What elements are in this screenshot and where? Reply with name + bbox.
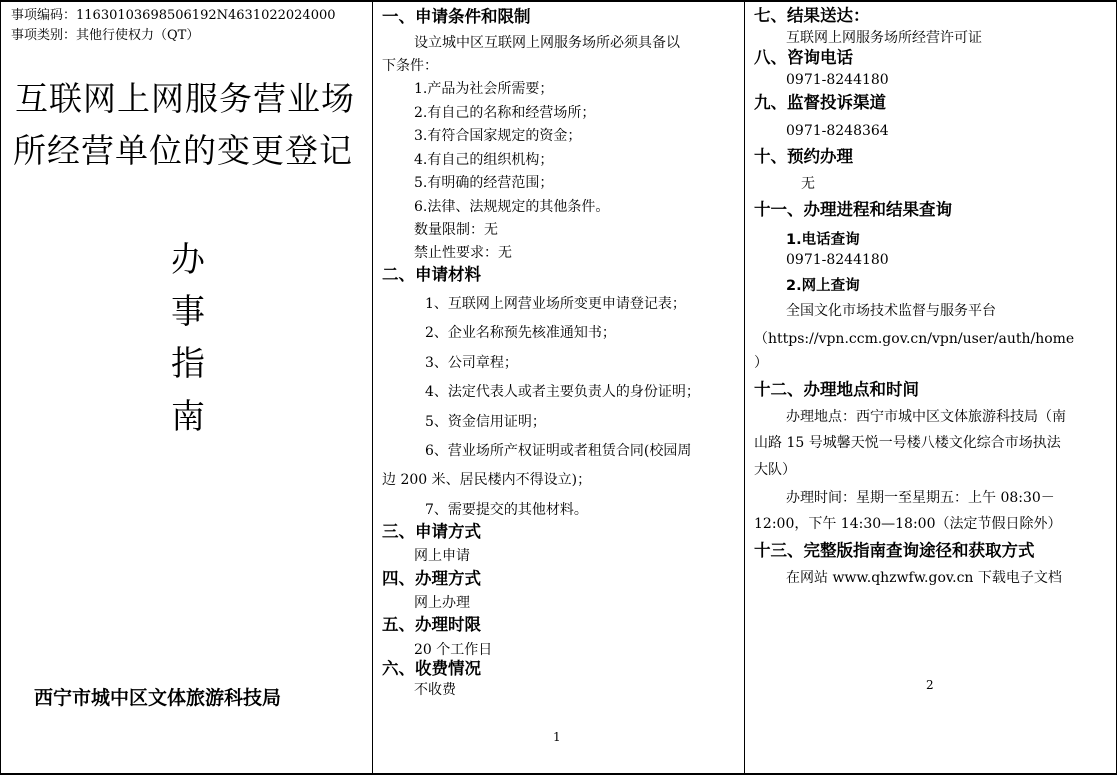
section-heading: 五、办理时限: [382, 615, 481, 634]
prohibited-requirements: 禁止性要求：无: [414, 245, 512, 261]
page-number: 1: [553, 730, 561, 744]
guide-char-4: 南: [171, 397, 205, 437]
section-heading: 十一、办理进程和结果查询: [754, 200, 952, 219]
list-item: 4.有自己的组织机构；: [414, 152, 554, 168]
section-value: 网上办理: [414, 595, 470, 611]
paragraph-text: 下条件：: [382, 58, 438, 74]
section-heading: 八、咨询电话: [754, 48, 853, 67]
guide-page-2: [745, 0, 1117, 775]
section-heading: 七、结果送达：: [754, 6, 870, 25]
list-item: 1、互联网上网营业场所变更申请登记表；: [425, 296, 686, 312]
list-item: 7、需要提交的其他材料。: [425, 502, 588, 518]
section-value: 20 个工作日: [414, 642, 493, 658]
paragraph-text: 设立城中区互联网上网服务场所必须具备以: [414, 35, 680, 51]
hours-text: 办理时间：星期一至星期五：上午 08:30－: [786, 490, 1055, 506]
list-item-continuation: 边 200 米、居民楼内不得设立)；: [382, 472, 592, 488]
address-text: 大队）: [754, 462, 796, 478]
phone-number: 0971-8244180: [786, 252, 889, 268]
platform-name: 全国文化市场技术监督与服务平台: [786, 303, 996, 319]
section-heading: 三、申请方式: [382, 522, 481, 541]
section-value: 互联网上网服务场所经营许可证: [786, 30, 982, 46]
section-heading: 十、预约办理: [754, 147, 853, 166]
list-item: 6.法律、法规规定的其他条件。: [414, 199, 610, 215]
query-url: （https://vpn.ccm.gov.cn/vpn/user/auth/home: [754, 331, 1075, 347]
list-item: 5、资金信用证明；: [425, 414, 546, 430]
department-name: 西宁市城中区文体旅游科技局: [34, 687, 282, 709]
list-item: 1.产品为社会所需要；: [414, 81, 554, 97]
section-heading: 九、监督投诉渠道: [754, 93, 886, 112]
sub-heading: 1.电话查询: [786, 232, 860, 248]
page-number: 2: [926, 678, 934, 692]
guide-page-1: [373, 0, 745, 775]
sub-heading: 2.网上查询: [786, 278, 860, 294]
section-value: 0971-8248364: [786, 123, 889, 139]
guide-char-2: 事: [171, 292, 205, 332]
section-value: 网上申请: [414, 548, 470, 564]
section-value: 0971-8244180: [786, 72, 889, 88]
address-text: 山路 15 号城馨天悦一号楼八楼文化综合市场执法: [754, 435, 1061, 451]
list-item: 4、法定代表人或者主要负责人的身份证明；: [425, 384, 700, 400]
cover-title-line1: 互联网上网服务营业场: [15, 79, 355, 118]
hours-text: 12:00，下午 14:30—18:00（法定节假日除外）: [754, 516, 1062, 532]
item-code: 事项编码：11630103698506192N4631022024000: [11, 8, 336, 23]
cover-panel: [0, 0, 373, 775]
section-heading: 一、申请条件和限制: [382, 7, 531, 26]
quantity-limit: 数量限制：无: [414, 222, 498, 238]
section-value: 无: [801, 176, 815, 192]
query-url-end: ）: [754, 355, 768, 371]
guide-char-1: 办: [171, 240, 205, 280]
list-item: 6、营业场所产权证明或者租赁合同(校园周: [425, 443, 692, 459]
list-item: 3.有符合国家规定的资金；: [414, 128, 582, 144]
section-value: 在网站 www.qhzwfw.gov.cn 下载电子文档: [786, 570, 1062, 586]
list-item: 2.有自己的名称和经营场所；: [414, 105, 596, 121]
section-heading: 十三、完整版指南查询途径和获取方式: [754, 541, 1035, 560]
section-value: 不收费: [414, 682, 456, 698]
item-category: 事项类别：其他行使权力（QT）: [11, 28, 200, 43]
address-text: 办理地点：西宁市城中区文体旅游科技局（南: [786, 409, 1066, 425]
list-item: 5.有明确的经营范围；: [414, 175, 554, 191]
section-heading: 十二、办理地点和时间: [754, 380, 919, 399]
list-item: 2、企业名称预先核准通知书；: [425, 325, 616, 341]
cover-title-line2: 所经营单位的变更登记: [13, 131, 353, 170]
section-heading: 六、收费情况: [382, 659, 481, 678]
section-heading: 四、办理方式: [382, 569, 481, 588]
section-heading: 二、申请材料: [382, 265, 481, 284]
list-item: 3、公司章程；: [425, 355, 518, 371]
guide-char-3: 指: [171, 344, 205, 384]
